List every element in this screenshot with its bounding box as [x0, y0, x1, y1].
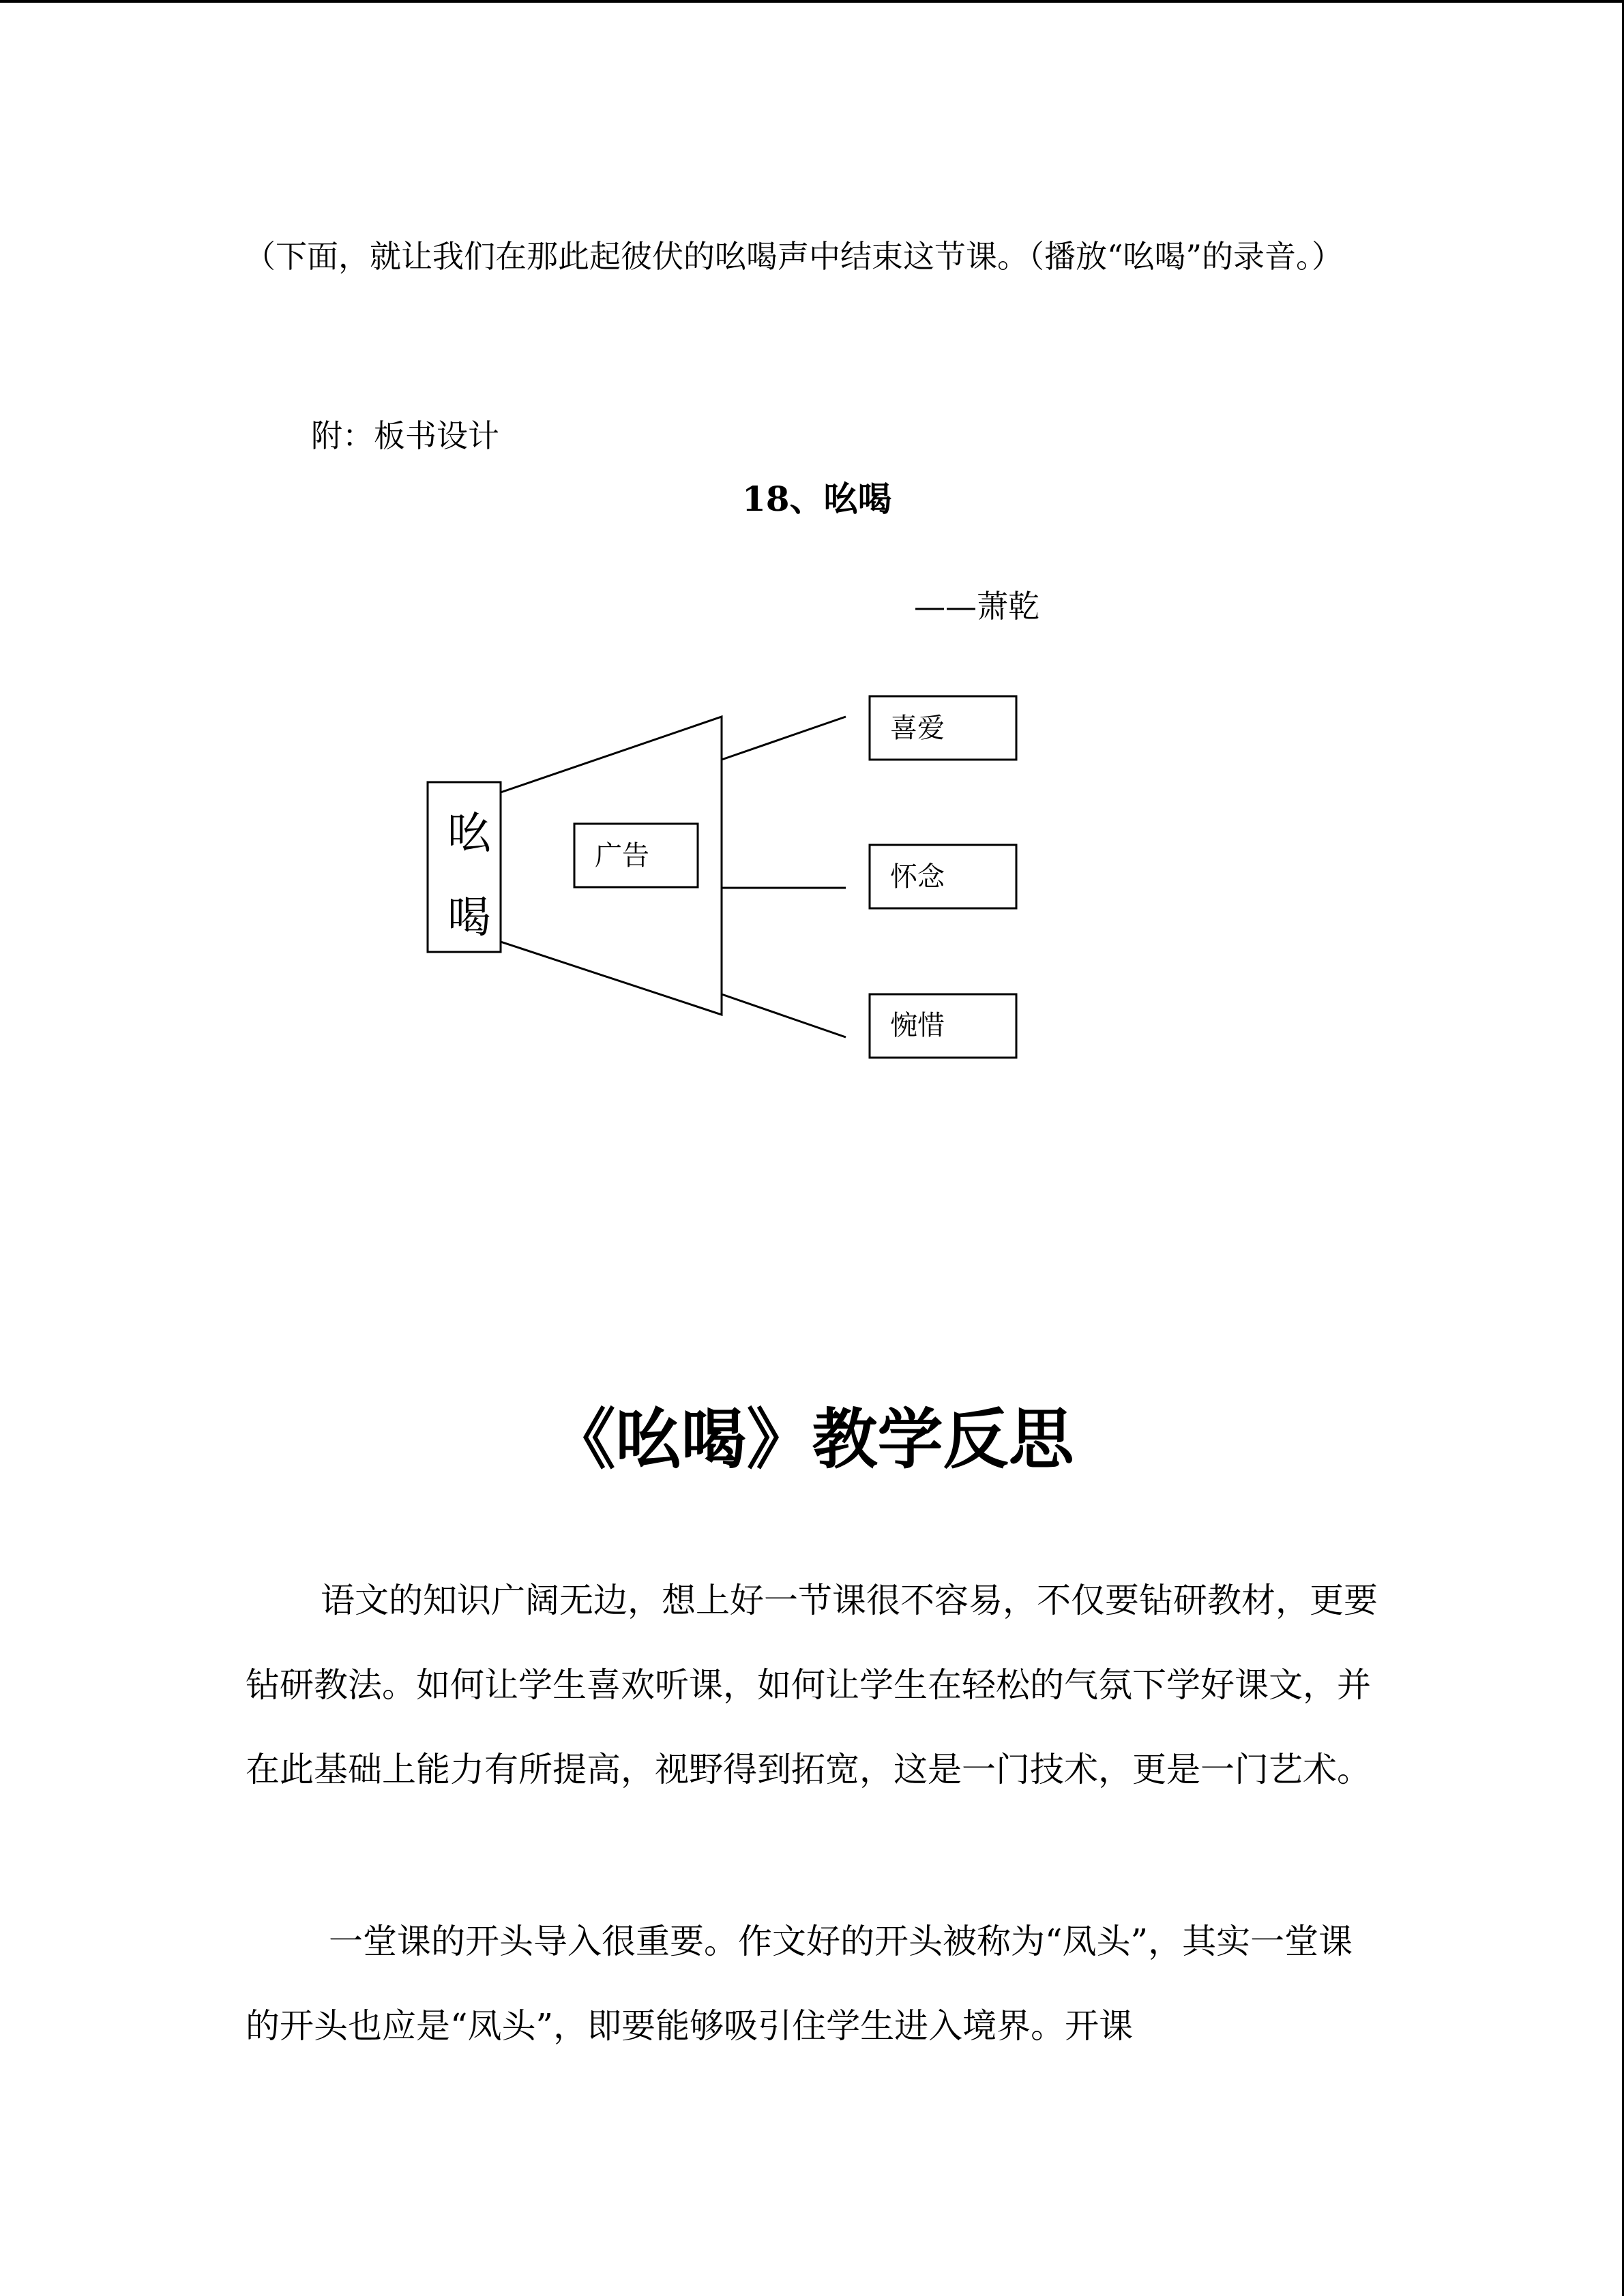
- connector-line-1: [722, 717, 846, 760]
- branch-box-1: [870, 696, 1016, 760]
- center-box: [428, 782, 501, 952]
- center-char-1: 吆: [447, 809, 491, 859]
- branch-label-2: 怀念: [890, 861, 945, 893]
- intro-paragraph: （下面，就让我们在那此起彼伏的吆喝声中结束这节课。（播放“吆喝”的录音。）: [244, 238, 1344, 275]
- branch-label-1: 喜爱: [890, 713, 945, 744]
- lesson-author: ——萧乾: [914, 588, 1039, 625]
- middle-label-box: [574, 824, 698, 887]
- reflection-paragraph-1: 语文的知识广阔无边，想上好一节课很不容易，不仅要钻研教材，更要钻研教法。如何让学生喜欢听课，如何让学生在轻松的气氛下学好课文，并在此基础上能力有所提高，视野得到拓宽，这是一门技术，更是一门艺术。: [246, 1581, 1378, 1789]
- reflection-title: 《吆喝》教学反思: [550, 1401, 1074, 1478]
- center-char-2: 喝: [447, 893, 491, 943]
- connector-line-3: [722, 994, 846, 1037]
- branch-box-3: [870, 994, 1016, 1058]
- page-top-border: [0, 0, 1624, 3]
- lesson-title: 18、吆喝: [742, 479, 892, 519]
- reflection-paragraph-2: 一堂课的开头导入很重要。作文好的开头被称为“凤头”，其实一堂课的开头也应是“凤头”，即要能够吸引住学生进入境界。开课: [246, 1922, 1353, 2046]
- middle-label: 广告: [595, 840, 649, 871]
- branch-box-2: [870, 845, 1016, 908]
- trapezoid-shape: [501, 717, 722, 1015]
- branch-label-3: 惋惜: [890, 1010, 945, 1041]
- attachment-label: 附：板书设计: [311, 417, 499, 454]
